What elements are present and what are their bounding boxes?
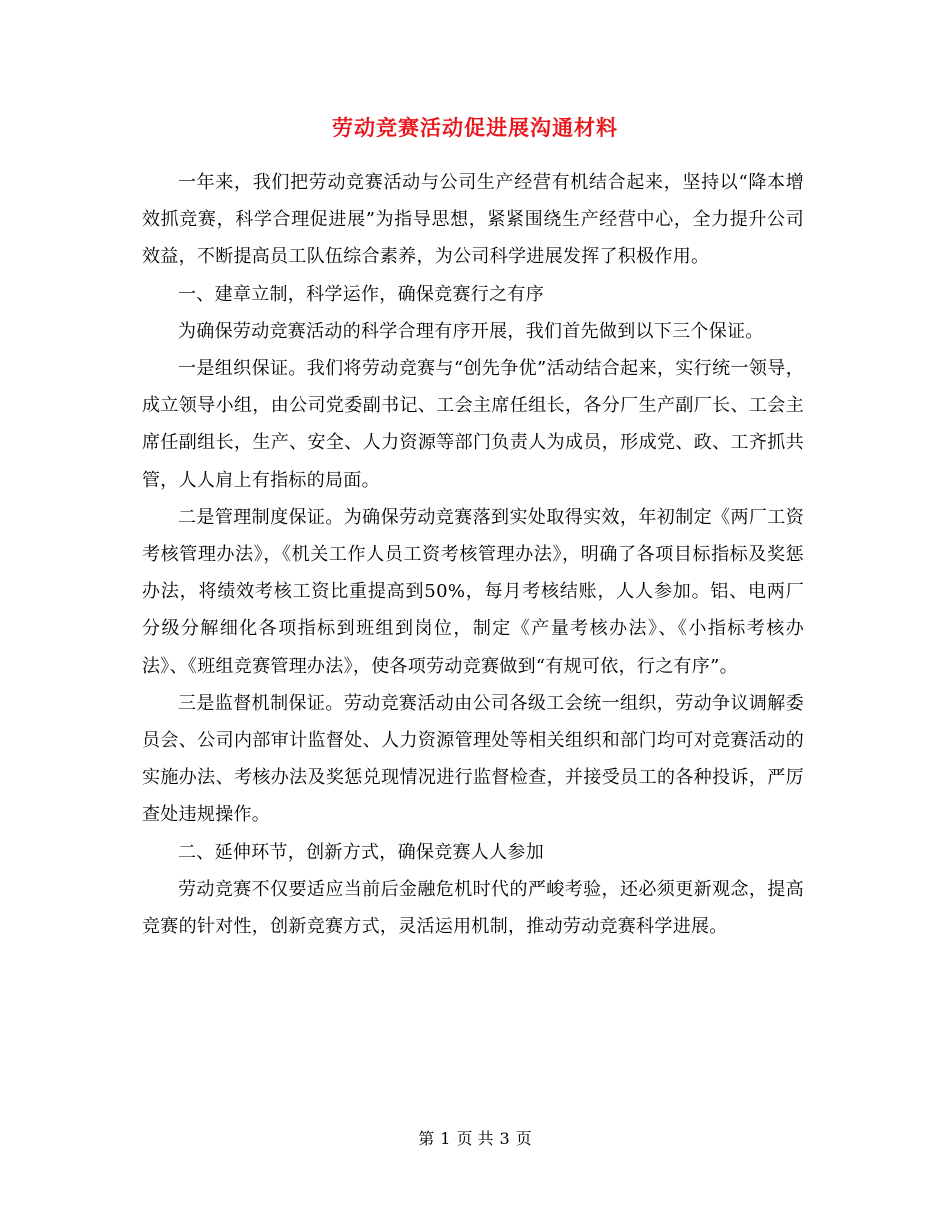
document-title: 劳动竞赛活动促进展沟通材料 bbox=[332, 115, 618, 140]
paragraph-management-guarantee: 二是管理制度保证。为确保劳动竞赛落到实处取得实效，年初制定《两厂工资考核管理办法》，《机关工作人员工资考核管理办法》，明确了各项目标指标及奖惩办法，将绩效考核工资比重提高到50%，每月考核结账，人人参加。铝、电两厂分级分解细化各项指标到班组到岗位，制定《产量考核办法》、《小指标考核办法》、《班组竞赛管理办法》，使各项劳动竞赛做到“有规可依，行之有序”。 bbox=[142, 506, 804, 677]
page-footer bbox=[0, 1127, 950, 1151]
paragraph-intro: 一年来，我们把劳动竞赛活动与公司生产经营有机结合起来，坚持以“降本增效抓竞赛，科学合理促进展”为指导思想，紧紧围绕生产经营中心，全力提升公司效益，不断提高员工队伍综合素养，为公司科学进展发挥了积极作用。 bbox=[142, 172, 804, 268]
footer-total-pages: 3 bbox=[499, 1129, 510, 1148]
paragraph-innovation: 劳动竞赛不仅要适应当前后金融危机时代的严峻考验，还必须更新观念，提高竞赛的针对性，创新竞赛方式，灵活运用机制，推动劳动竞赛科学进展。 bbox=[142, 878, 804, 938]
footer-middle: 页 共 bbox=[456, 1129, 494, 1148]
footer-suffix: 页 bbox=[515, 1129, 532, 1148]
paragraph-organization-guarantee: 一是组织保证。我们将劳动竞赛与“创先争优”活动结合起来，实行统一领导，成立领导小组，由公司党委副书记、工会主席任组长，各分厂生产副厂长、工会主席任副组长，生产、安全、人力资源等部门负责人为成员，形成党、政、工齐抓共管，人人肩上有指标的局面。 bbox=[142, 358, 804, 491]
paragraph-supervision-guarantee: 三是监督机制保证。劳动竞赛活动由公司各级工会统一组织，劳动争议调解委员会、公司内部审计监督处、人力资源管理处等相关组织和部门均可对竞赛活动的实施办法、考核办法及奖惩兑现情况进行监督检查，并接受员工的各种投诉，严厉查处违规操作。 bbox=[142, 692, 804, 826]
paragraph-three-guarantees: 为确保劳动竞赛活动的科学合理有序开展，我们首先做到以下三个保证。 bbox=[178, 320, 764, 342]
footer-prefix: 第 bbox=[418, 1129, 435, 1148]
footer-page-number: 1 bbox=[440, 1129, 451, 1148]
document-body bbox=[142, 164, 804, 945]
section-heading-1: 一、建章立制，科学运作，确保竞赛行之有序 bbox=[178, 283, 544, 305]
section-heading-2: 二、延伸环节，创新方式，确保竞赛人人参加 bbox=[178, 841, 544, 863]
